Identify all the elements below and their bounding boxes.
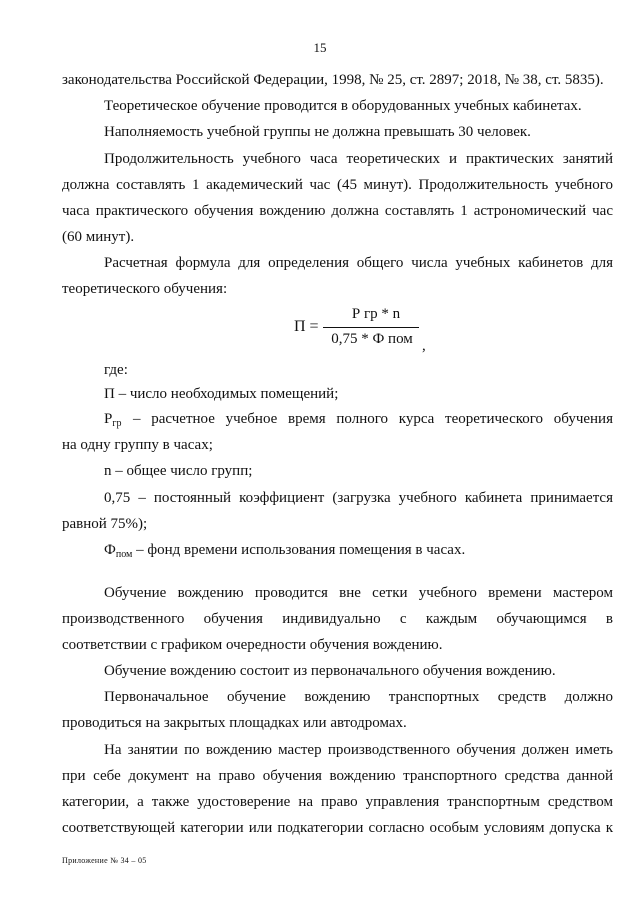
definition-line: 0,75 – постоянный коэффициент (загрузка учебного кабинета принимается bbox=[104, 490, 613, 506]
paragraph-line: Обучение вождению проводится вне сетки учебного времени мастером bbox=[104, 585, 613, 601]
formula-lhs: П = bbox=[294, 318, 319, 335]
paragraph-line: категории, а также удостоверение на право управления транспортным средством bbox=[62, 794, 613, 810]
symbol-letter: Р bbox=[104, 411, 113, 427]
page-number: 15 bbox=[313, 40, 327, 55]
paragraph-line: Обучение вождению состоит из первоначального обучения вождению. bbox=[104, 663, 556, 679]
paragraph-line: при себе документ на право обучения вождению транспортного средства данной bbox=[62, 768, 613, 784]
paragraph-line: часа практического обучения вождению должна составлять 1 астрономический час bbox=[62, 203, 613, 219]
paragraph-line: соответствии с графиком очередности обучения вождению. bbox=[62, 637, 443, 653]
paragraph-line: На занятии по вождению мастер производственного обучения должен иметь bbox=[104, 742, 613, 758]
formula-numerator: Р гр * n bbox=[351, 306, 401, 322]
definition-line: на одну группу в часах; bbox=[62, 437, 213, 453]
paragraph-line: проводиться на закрытых площадках или автодромах. bbox=[62, 715, 407, 731]
paragraph-line: Теоретическое обучение проводится в оборудованных учебных кабинетах. bbox=[104, 98, 582, 114]
definition-line: n – общее число групп; bbox=[104, 463, 253, 479]
paragraph-line: должна составлять 1 академический час (45 минут). Продолжительность учебного bbox=[62, 177, 613, 193]
formula-denominator: 0,75 * Ф пом bbox=[331, 331, 413, 347]
definition-text: – фонд времени использования помещения в часах. bbox=[136, 542, 466, 558]
symbol-letter: Ф bbox=[104, 542, 116, 558]
symbol-subscript: пом bbox=[115, 549, 133, 560]
paragraph-line: Первоначальное обучение вождению транспортных средств должно bbox=[104, 689, 613, 705]
formula-comma: , bbox=[422, 338, 426, 354]
definition-line: П – число необходимых помещений; bbox=[104, 386, 339, 402]
paragraph-line: Наполняемость учебной группы не должна превышать 30 человек. bbox=[104, 124, 531, 140]
paragraph-line: законодательства Российской Федерации, 1998, № 25, ст. 2897; 2018, № 38, ст. 5835). bbox=[62, 72, 604, 88]
paragraph-line: (60 минут). bbox=[62, 229, 135, 245]
paragraph-line: теоретического обучения: bbox=[62, 281, 228, 297]
definition-symbol bbox=[104, 410, 121, 430]
definition-line: – расчетное учебное время полного курса теоретического обучения bbox=[133, 411, 613, 427]
paragraph-line: Продолжительность учебного часа теоретических и практических занятий bbox=[104, 151, 613, 167]
fraction-bar bbox=[323, 327, 419, 328]
symbol-subscript: гр bbox=[112, 418, 122, 429]
definition-line bbox=[104, 541, 465, 561]
paragraph-line: Расчетная формула для определения общего числа учебных кабинетов для bbox=[104, 255, 613, 271]
paragraph-line: производственного обучения индивидуально с каждым обучающимся в bbox=[62, 611, 613, 627]
definition-line: равной 75%); bbox=[62, 516, 148, 532]
definitions-intro: где: bbox=[104, 362, 128, 378]
paragraph-line: соответствующей категории или подкатегории согласно особым условиям допуска к bbox=[62, 820, 613, 836]
footer-note: Приложение № 34 – 05 bbox=[62, 856, 147, 865]
